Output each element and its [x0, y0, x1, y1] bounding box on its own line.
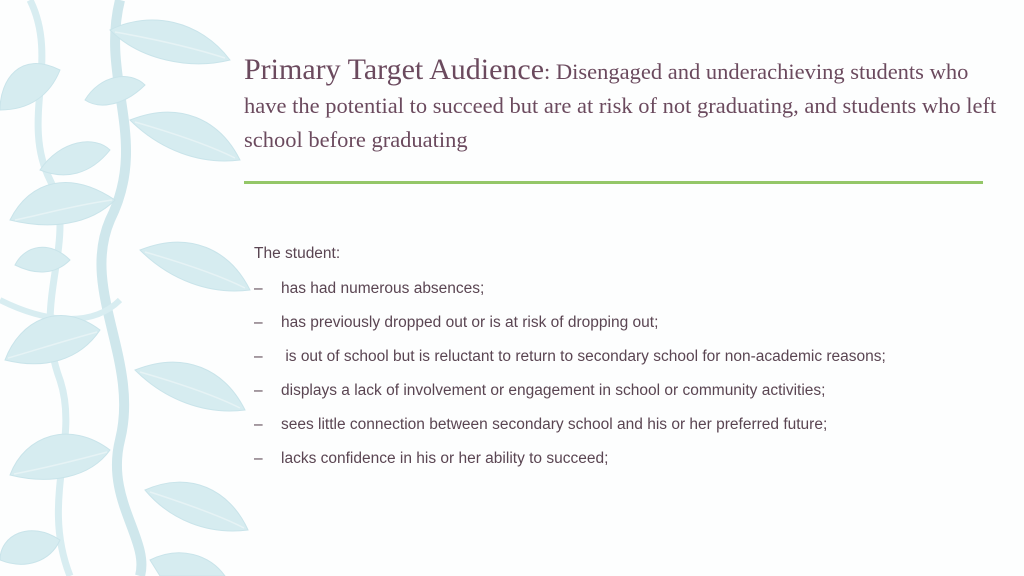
list-item	[254, 413, 994, 437]
list-item	[254, 311, 994, 335]
intro-text: The student:	[254, 245, 341, 262]
title-underline	[244, 181, 983, 184]
list-item	[254, 447, 994, 471]
list-item	[254, 379, 994, 403]
leaf-decoration	[0, 0, 260, 576]
bullet-dash: –	[254, 280, 263, 297]
bullet-dash: –	[254, 348, 263, 365]
bullet-text: is out of school but is reluctant to return to secondary school for non-academic reasons;	[281, 348, 886, 365]
bullet-text: has had numerous absences;	[281, 280, 485, 297]
content-body	[254, 243, 994, 481]
bullet-dash: –	[254, 416, 263, 433]
bullet-dash: –	[254, 450, 263, 467]
list-item	[254, 277, 994, 301]
bullet-dash: –	[254, 314, 263, 331]
title-subtitle: : Disengaged and underachieving students who have the potential to succeed but are at risk of not graduating, and students who left school before graduating	[244, 59, 997, 152]
list-item	[254, 345, 994, 369]
bullet-list	[254, 277, 994, 471]
bullet-text: sees little connection between secondary school and his or her preferred future;	[281, 416, 828, 433]
bullet-text: displays a lack of involvement or engagement in school or community activities;	[281, 382, 826, 399]
bullet-dash: –	[254, 382, 263, 399]
slide-title	[244, 54, 1004, 158]
bullet-text: lacks confidence in his or her ability to succeed;	[281, 450, 609, 467]
bullet-text: has previously dropped out or is at risk of dropping out;	[281, 314, 659, 331]
title-main: Primary Target Audience	[244, 53, 545, 86]
